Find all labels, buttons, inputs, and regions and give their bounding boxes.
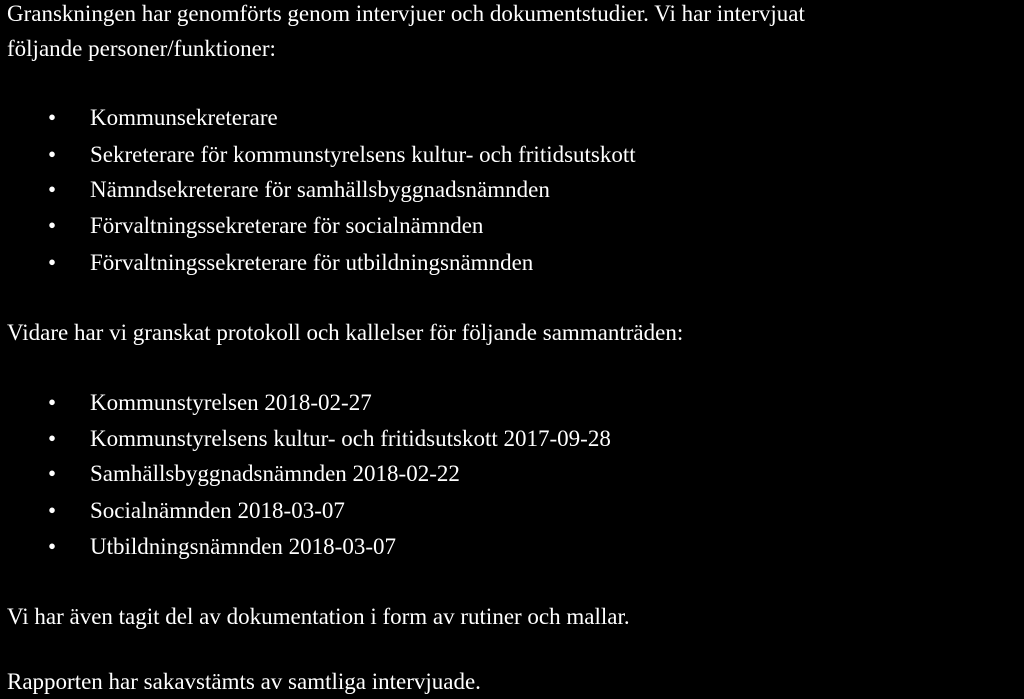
bullet-icon: •: [47, 534, 57, 559]
bullet-icon: •: [47, 390, 57, 415]
list-item-text: Utbildningsnämnden 2018-03-07: [90, 534, 396, 559]
meetings-intro: Vidare har vi granskat protokoll och kallelser för följande sammanträden:: [7, 320, 684, 345]
list-item-text: Samhällsbyggnadsnämnden 2018-02-22: [90, 461, 460, 486]
bullet-icon: •: [47, 250, 57, 275]
intro-line-1: Granskningen har genomförts genom intervjuer och dokumentstudier. Vi har intervjuat: [7, 1, 805, 26]
list-item-text: Socialnämnden 2018-03-07: [90, 498, 345, 523]
bullet-icon: •: [47, 105, 57, 130]
list-item-text: Kommunstyrelsen 2018-02-27: [90, 390, 372, 415]
list-item-text: Förvaltningssekreterare för utbildningsnämnden: [90, 250, 534, 275]
bullet-icon: •: [47, 142, 57, 167]
bullet-icon: •: [47, 498, 57, 523]
bullet-icon: •: [47, 177, 57, 202]
verification-paragraph: Rapporten har sakavstämts av samtliga intervjuade.: [7, 669, 481, 694]
documentation-paragraph: Vi har även tagit del av dokumentation i form av rutiner och mallar.: [7, 604, 630, 629]
list-item-text: Kommunstyrelsens kultur- och fritidsutskott 2017-09-28: [90, 426, 611, 451]
list-item-text: Kommunsekreterare: [90, 105, 278, 130]
intro-line-2: följande personer/funktioner:: [7, 36, 276, 61]
bullet-icon: •: [47, 213, 57, 238]
list-item-text: Förvaltningssekreterare för socialnämnden: [90, 213, 484, 238]
bullet-icon: •: [47, 426, 57, 451]
list-item-text: Sekreterare för kommunstyrelsens kultur- och fritidsutskott: [90, 142, 636, 167]
list-item-text: Nämndsekreterare för samhällsbyggnadsnämnden: [90, 177, 550, 202]
bullet-icon: •: [47, 461, 57, 486]
